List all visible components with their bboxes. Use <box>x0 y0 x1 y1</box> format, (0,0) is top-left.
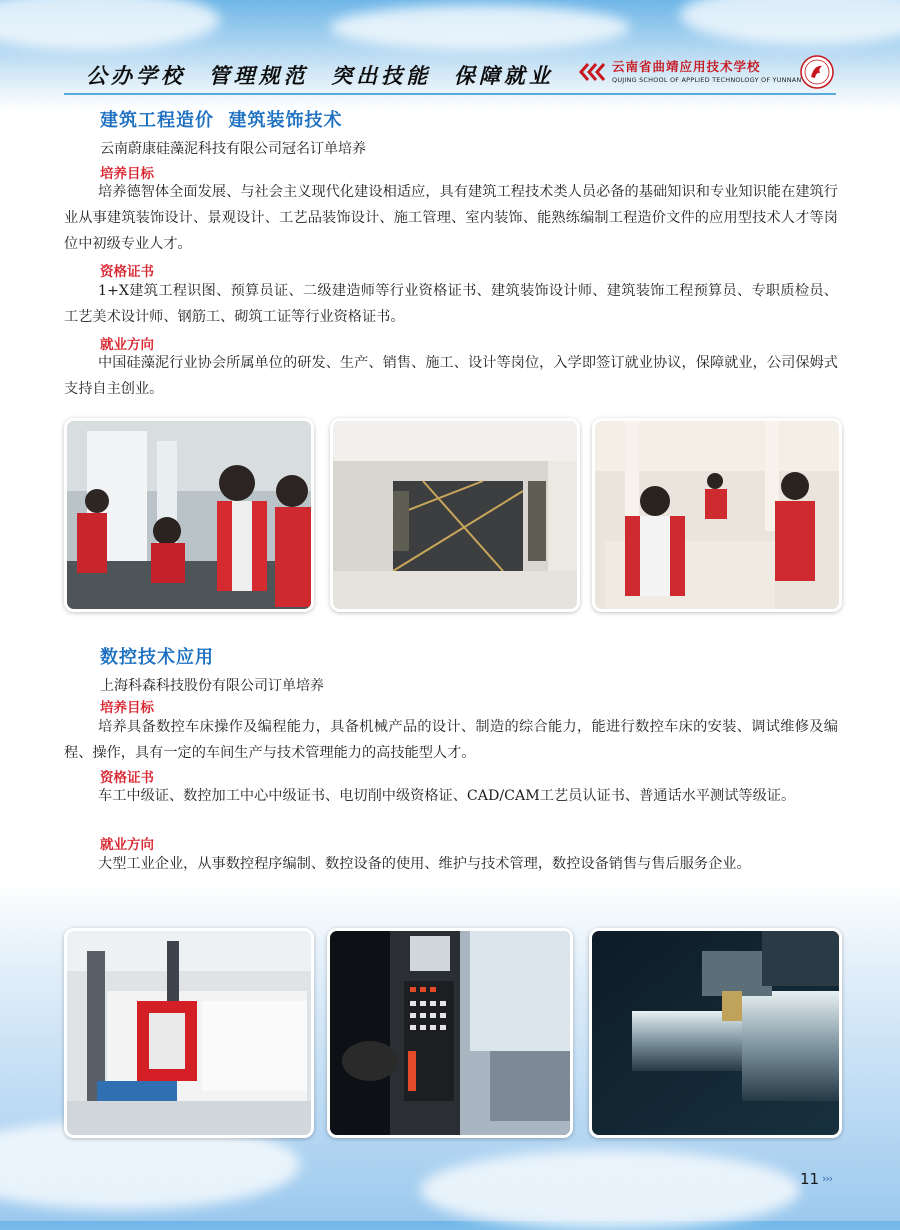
training-goal-label: 培养目标 <box>100 166 154 182</box>
section-title: 建筑工程造价 建筑装饰技术 <box>100 110 343 131</box>
cloud-decoration <box>680 0 900 45</box>
photo-decoration-site <box>330 418 580 612</box>
training-goal-text: 培养德智体全面发展、与社会主义现代化建设相适应，具有建筑工程技术类人员必备的基础知识和专业知识能在建筑行业从事建筑装饰设计、景观设计、工艺品装饰设计、施工管理、室内装饰、能熟练编制工程造价文件的应用型技术人才等岗位中初级专业人才。 <box>64 184 838 252</box>
certificate-label: 资格证书 <box>100 264 154 280</box>
training-goal-text: 培养具备数控车床操作及编程能力，具备机械产品的设计、制造的综合能力，能进行数控车床的安装、调试维修及编程、操作，具有一定的车间生产与技术管理能力的高技能型人才。 <box>64 719 838 761</box>
school-name-cn: 云南省曲靖应用技术学校 <box>612 59 761 74</box>
section-title: 数控技术应用 <box>100 647 214 668</box>
header-slogan: 公办学校 管理规范 突出技能 保障就业 <box>86 64 554 88</box>
employment-text: 大型工业企业，从事数控程序编制、数控设备的使用、维护与技术管理，数控设备销售与售后服务企业。 <box>98 856 751 872</box>
certificate-text: 车工中级证、数控加工中心中级证书、电切削中级资格证、CAD/CAM工艺员认证书、普通话水平测试等级证。 <box>98 788 796 804</box>
school-name-en: QUJING SCHOOL OF APPLIED TECHNOLOGY OF YUNNAN <box>612 76 802 84</box>
training-goal-label: 培养目标 <box>100 700 154 716</box>
cloud-decoration <box>0 0 220 50</box>
page-arrow-icon: ››› <box>822 1172 833 1185</box>
certificate-label: 资格证书 <box>100 770 154 786</box>
page-number: 11 <box>800 1170 820 1188</box>
employment-text: 中国硅藻泥行业协会所属单位的研发、生产、销售、施工、设计等岗位，入学即签订就业协议，保障就业，公司保姆式支持自主创业。 <box>64 355 838 397</box>
photo-lathe-closeup <box>589 928 842 1138</box>
employment-label: 就业方向 <box>100 837 154 853</box>
photo-injection-machine <box>64 928 314 1138</box>
photo-cnc-panel <box>327 928 573 1138</box>
chevron-logo-icon <box>578 62 608 82</box>
photo-lab-students <box>64 418 314 612</box>
cloud-decoration <box>330 5 630 50</box>
photo-craft-class <box>592 418 842 612</box>
employment-label: 就业方向 <box>100 337 154 353</box>
cloud-decoration <box>420 1150 800 1230</box>
school-emblem-icon <box>800 55 834 89</box>
section-subtitle: 云南蔚康硅藻泥科技有限公司冠名订单培养 <box>100 141 366 157</box>
certificate-text: 1+X建筑工程识图、预算员证、二级建造师等行业资格证书、建筑装饰设计师、建筑装饰工程预算员、专职质检员、工艺美术设计师、钢筋工、砌筑工证等行业资格证书。 <box>64 283 838 325</box>
section-subtitle: 上海科森科技股份有限公司订单培养 <box>100 678 324 694</box>
header-divider <box>64 93 836 95</box>
